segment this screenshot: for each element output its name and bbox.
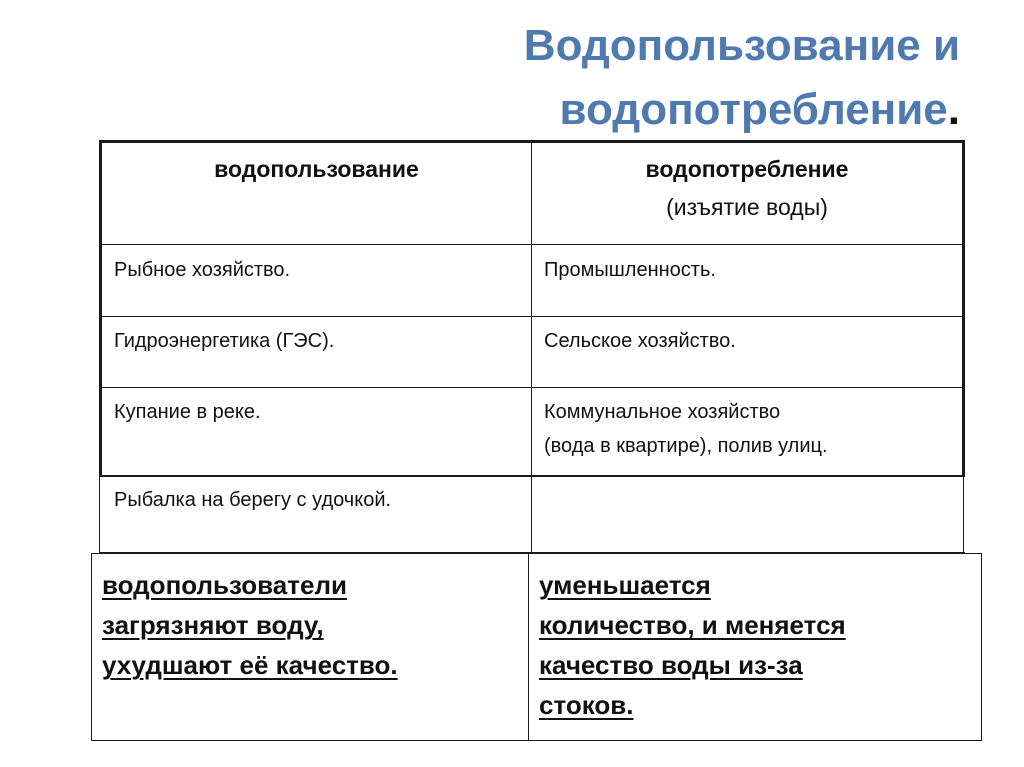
slide-title — [300, 14, 960, 142]
summary-left — [92, 557, 528, 693]
table-row-3-col-2 — [532, 395, 962, 463]
header-col-1-text: водопользование — [214, 156, 419, 182]
summary-right-line-1: уменьшается — [539, 570, 711, 600]
summary-left-line-3: ухудшают её качество. — [102, 650, 398, 680]
summary-right-line-3: качество воды из-за — [539, 650, 803, 680]
table-border-right-lower — [963, 476, 964, 554]
title-line-2 — [300, 78, 960, 142]
comparison-table — [99, 140, 965, 554]
table-border-row4 — [99, 475, 965, 477]
title-line-1: Водопользование и — [523, 21, 960, 70]
summary-border-top — [91, 553, 982, 554]
table-row-1-col-1: Рыбное хозяйство. — [114, 259, 291, 281]
summary-right-line-2: количество, и меняется — [539, 610, 846, 640]
summary-left-line-1: водопользователи — [102, 570, 347, 600]
table-border-left-lower — [99, 476, 100, 554]
header-col-2-text — [544, 150, 950, 188]
table-row-2-col-2: Сельское хозяйство. — [544, 330, 736, 352]
table-row-4-col-1: Рыбалка на берегу с удочкой. — [114, 489, 392, 511]
table-row-3-col-2-line-2: (вода в квартире), полив улиц. — [544, 435, 828, 457]
table-row-3-col-1: Купание в реке. — [114, 401, 261, 423]
table-row-3-col-2-line-1: Коммунальное хозяйство — [544, 401, 781, 423]
table-border-right — [962, 140, 965, 476]
header-col-2-title: водопотребление — [645, 156, 849, 182]
title-line-2-text: водопотребление — [559, 85, 948, 134]
header-col-2-sub: (изъятие воды) — [666, 194, 828, 220]
summary-border-bottom — [91, 740, 982, 741]
table-row-1-col-2: Промышленность. — [544, 259, 716, 281]
summary-right — [529, 557, 981, 733]
summary-right-line-4: стоков. — [539, 690, 634, 720]
summary-border-right — [981, 553, 982, 741]
table-border-row2 — [99, 316, 965, 317]
table-border-row3 — [99, 387, 965, 388]
header-col-2 — [532, 150, 962, 226]
summary-table — [91, 553, 982, 741]
header-col-1 — [102, 150, 531, 188]
table-row-2-col-1: Гидроэнергетика (ГЭС). — [114, 330, 335, 352]
table-border-row1 — [99, 244, 965, 245]
title-dot: . — [947, 85, 960, 134]
summary-left-line-2: загрязняют воду, — [102, 610, 324, 640]
table-border-top — [99, 140, 965, 143]
